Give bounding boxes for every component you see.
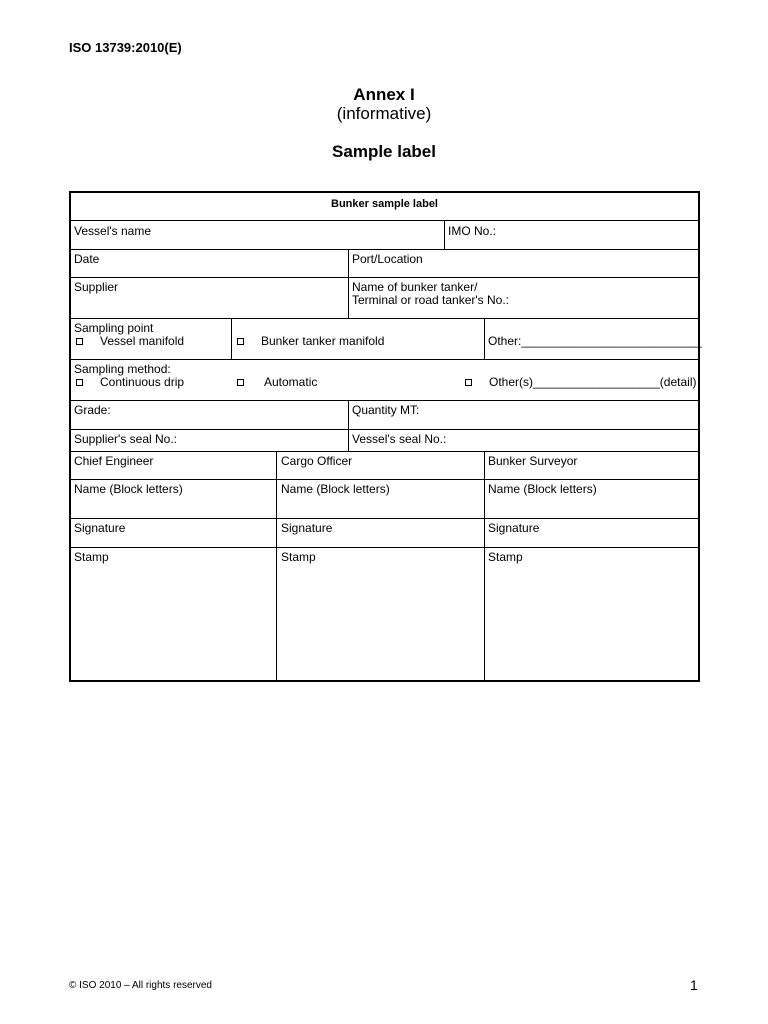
bunker-tanker-manifold-label: Bunker tanker manifold: [261, 334, 385, 348]
row-divider: [71, 518, 698, 519]
column-divider: [276, 451, 277, 682]
cargo-officer-stamp-field[interactable]: Stamp: [281, 550, 316, 564]
cargo-officer-heading: Cargo Officer: [281, 454, 353, 468]
column-divider: [231, 318, 232, 359]
page-number: 1: [690, 977, 698, 993]
chief-engineer-name-field[interactable]: Name (Block letters): [74, 482, 183, 496]
imo-no-field[interactable]: IMO No.:: [448, 224, 497, 238]
continuous-drip-label: Continuous drip: [100, 375, 185, 389]
continuous-drip-checkbox[interactable]: [76, 379, 83, 386]
automatic-label: Automatic: [264, 375, 318, 389]
vessel-seal-field[interactable]: Vessel's seal No.:: [352, 432, 447, 446]
row-divider: [71, 400, 698, 401]
vessel-manifold-label: Vessel manifold: [100, 334, 185, 348]
supplier-field[interactable]: Supplier: [74, 280, 119, 294]
row-divider: [71, 451, 698, 452]
quantity-field[interactable]: Quantity MT:: [352, 403, 420, 417]
row-divider: [71, 547, 698, 548]
tanker-name-label-line1: Name of bunker tanker/: [352, 280, 478, 294]
sampling-point-label: Sampling point: [74, 321, 154, 335]
page-title: Sample label: [332, 142, 436, 161]
vessel-name-field[interactable]: Vessel's name: [74, 224, 151, 238]
label-heading: Bunker sample label: [331, 198, 438, 210]
sampling-method-others-field[interactable]: Other(s)___________________(detail): [489, 375, 697, 389]
cargo-officer-name-field[interactable]: Name (Block letters): [281, 482, 390, 496]
vessel-manifold-checkbox[interactable]: [76, 338, 83, 345]
chief-engineer-stamp-field[interactable]: Stamp: [74, 550, 109, 564]
sampling-method-label: Sampling method:: [74, 362, 171, 376]
row-divider: [71, 277, 698, 278]
row-divider: [71, 249, 698, 250]
row-divider: [71, 479, 698, 480]
bunker-surveyor-name-field[interactable]: Name (Block letters): [488, 482, 597, 496]
annex-subtitle: (informative): [336, 104, 432, 123]
chief-engineer-signature-field[interactable]: Signature: [74, 521, 126, 535]
footer-copyright: © ISO 2010 – All rights reserved: [69, 980, 212, 991]
column-divider: [348, 249, 349, 318]
standard-id: ISO 13739:2010(E): [69, 40, 182, 55]
row-divider: [71, 318, 698, 319]
bunker-surveyor-stamp-field[interactable]: Stamp: [488, 550, 523, 564]
annex-title: Annex I: [353, 85, 415, 104]
date-field[interactable]: Date: [74, 252, 100, 266]
automatic-checkbox[interactable]: [237, 379, 244, 386]
chief-engineer-heading: Chief Engineer: [74, 454, 154, 468]
supplier-seal-field[interactable]: Supplier's seal No.:: [74, 432, 178, 446]
column-divider: [484, 451, 485, 682]
sampling-point-other-field[interactable]: Other:___________________________: [488, 334, 702, 348]
cargo-officer-signature-field[interactable]: Signature: [281, 521, 333, 535]
bunker-surveyor-signature-field[interactable]: Signature: [488, 521, 540, 535]
column-divider: [484, 318, 485, 359]
bunker-tanker-manifold-checkbox[interactable]: [237, 338, 244, 345]
column-divider: [444, 220, 445, 249]
bunker-surveyor-heading: Bunker Surveyor: [488, 454, 578, 468]
port-location-field[interactable]: Port/Location: [352, 252, 423, 266]
row-divider: [71, 220, 698, 221]
row-divider: [71, 429, 698, 430]
bunker-sample-label-form: [69, 191, 700, 682]
row-divider: [71, 359, 698, 360]
tanker-name-field[interactable]: Terminal or road tanker's No.:: [352, 293, 510, 307]
grade-field[interactable]: Grade:: [74, 403, 111, 417]
column-divider: [348, 400, 349, 451]
others-checkbox[interactable]: [465, 379, 472, 386]
